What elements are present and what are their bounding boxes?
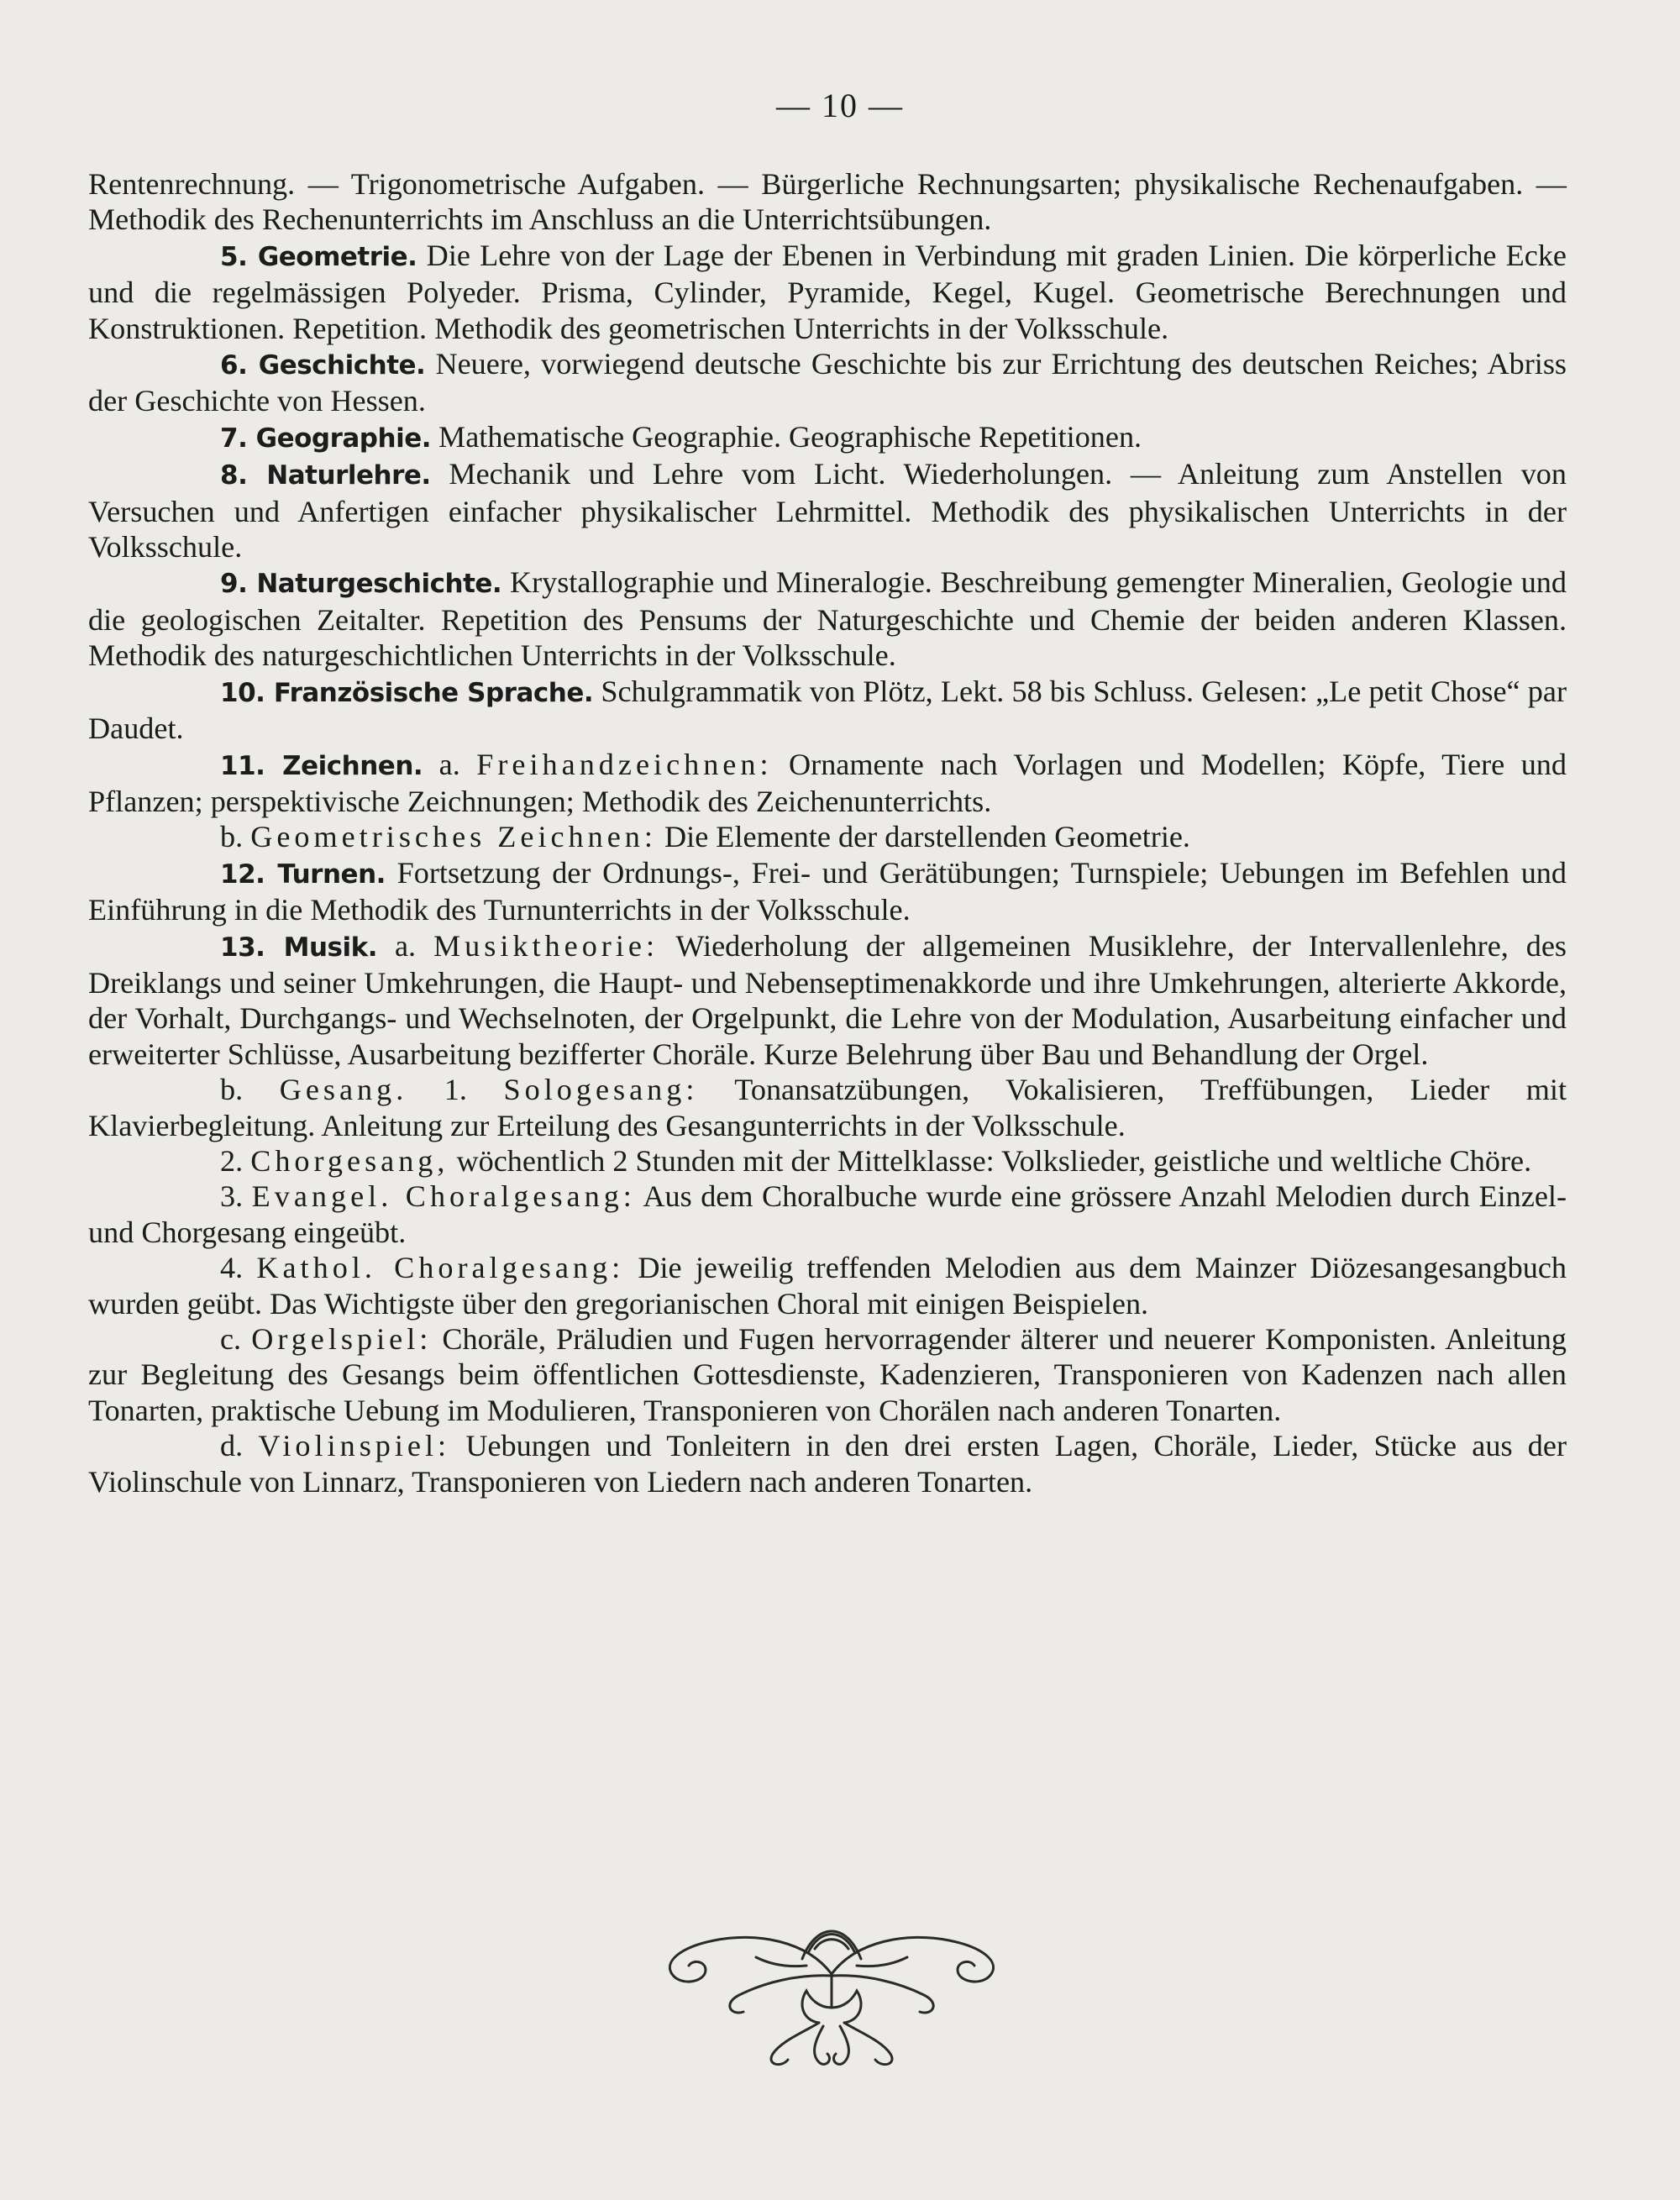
section-heading: 12. Turnen. — [220, 858, 386, 890]
subsection-marker: a. — [423, 747, 477, 781]
subsection-title: Gesang. — [279, 1073, 408, 1107]
subsection-marker: c. — [220, 1322, 252, 1356]
section-text: Die Elemente der darstellenden Geometrie. — [656, 820, 1190, 854]
section-zeichnen — [88, 747, 1567, 820]
subsection-marker: 2. — [220, 1143, 251, 1178]
section-geographie — [88, 419, 1567, 456]
subsection-marker: a. — [377, 928, 433, 963]
section-heading: 9. Naturgeschichte. — [220, 569, 502, 600]
subsection-title: Orgelspiel: — [251, 1322, 433, 1356]
subsection-marker: d. — [220, 1429, 259, 1463]
section-heading: 5. Geometrie. — [220, 241, 417, 272]
section-naturlehre — [88, 456, 1567, 564]
section-geometrie — [88, 238, 1567, 346]
subsection-marker: 1. — [407, 1073, 504, 1107]
section-text: Krystallographie und Mineralogie. Beschreibung gemengter Mineralien, Geologie und die geologischen Zeitalter. Repetition des Pensums der Naturgeschichte und Chemie der beiden anderen Klassen. Methodik des naturgeschichtlichen Unterrichts in der Volksschule. — [88, 565, 1567, 673]
subsection-marker: b. — [220, 820, 251, 854]
document-body — [88, 166, 1567, 1499]
section-text: Tonansatzübungen, Vokalisieren, Treffübungen, Lieder mit Klavierbegleitung. Anleitung zur Erteilung des Gesangunterrichts in der Volksschule. — [88, 1073, 1567, 1142]
subsection-title: Musiktheorie: — [433, 928, 659, 963]
subsection-gesang — [88, 1072, 1567, 1143]
section-text: Aus dem Choralbuche wurde eine grössere Anzahl Melodien durch Einzel- und Chorgesang eingeübt. — [88, 1179, 1567, 1249]
section-text: Uebungen und Tonleitern in den drei ersten Lagen, Choräle, Lieder, Stücke aus der Violinschule von Linnarz, Transponieren von Liedern nach anderen Tonarten. — [88, 1429, 1567, 1499]
subsection-kathol-choralgesang — [88, 1250, 1567, 1321]
subsection-title: Sologesang: — [503, 1073, 699, 1107]
subsection-title: Geometrisches Zeichnen: — [250, 820, 657, 854]
subsection-evangel-choralgesang — [88, 1179, 1567, 1250]
section-heading: 11. Zeichnen. — [220, 750, 423, 781]
subsection-title: Kathol. Choralgesang: — [256, 1251, 625, 1285]
section-text: Mathematische Geographie. Geographische Repetitionen. — [431, 419, 1142, 454]
section-franzoesische-sprache — [88, 674, 1567, 747]
section-heading: 13. Musik. — [220, 932, 377, 963]
section-heading: 7. Geographie. — [220, 423, 431, 454]
section-text: Schulgrammatik von Plötz, Lekt. 58 bis Schluss. Gelesen: „Le petit Chose“ par Daudet. — [88, 674, 1567, 746]
section-geschichte — [88, 346, 1567, 419]
section-naturgeschichte — [88, 564, 1567, 673]
section-musik — [88, 928, 1567, 1073]
scroll-ornament-icon — [655, 1924, 1008, 2071]
section-text: Die Lehre von der Lage der Ebenen in Verbindung mit graden Linien. Die körperliche Ecke und die regelmässigen Polyeder. Prisma, Cylinder, Pyramide, Kegel, Kugel. Geometrische Berechnungen und Konstruktionen. Repetition. Methodik des geometrischen Unterrichts in der Volksschule. — [88, 238, 1567, 345]
subsection-title: Violinspiel: — [258, 1429, 451, 1463]
section-text: wöchentlich 2 Stunden mit der Mittelklasse: Volkslieder, geistliche und weltliche Chöre. — [449, 1143, 1532, 1178]
section-text: Choräle, Präludien und Fugen hervorragender älterer und neuerer Komponisten. Anleitung zur Begleitung des Gesangs beim öffentlichen Gottesdienste, Kadenzieren, Transponieren von Kadenzen nach allen Tonarten, praktische Uebung im Modulieren, Transponieren von Chorälen nach anderen Tonarten. — [88, 1322, 1567, 1427]
subsection-marker: 3. — [220, 1179, 252, 1214]
subsection-orgelspiel — [88, 1321, 1567, 1428]
section-text: Neuere, vorwiegend deutsche Geschichte bis zur Errichtung des deutschen Reiches; Abriss der Geschichte von Hessen. — [88, 347, 1567, 418]
subsection-marker: b. — [220, 1073, 280, 1107]
subsection-violinspiel — [88, 1428, 1567, 1499]
subsection-title: Freihandzeichnen: — [476, 747, 773, 781]
section-text: Ornamente nach Vorlagen und Modellen; Köpfe, Tiere und Pflanzen; perspektivische Zeichnungen; Methodik des Zeichenunterrichts. — [88, 747, 1567, 818]
section-turnen — [88, 855, 1567, 928]
section-text: Wiederholung der allgemeinen Musiklehre, der Intervallenlehre, des Dreiklangs und seiner Umkehrungen, die Haupt- und Nebenseptimenakkorde und ihre Umkehrungen, alterierte Akkorde, der Vorhalt, Durchgangs- und Wechselnoten, der Orgelpunkt, die Lehre von der Modulation, Ausarbeitung einfacher und erweiterter Schlüsse, Ausarbeitung bezifferter Choräle. Kurze Belehrung über Bau und Behandlung der Orgel. — [88, 928, 1567, 1071]
section-heading: 10. Französische Sprache. — [220, 677, 594, 708]
section-text: Die jeweilig treffenden Melodien aus dem Mainzer Diözesangesangbuch wurden geübt. Das Wichtigste über den gregorianischen Choral mit einigen Beispielen. — [88, 1251, 1567, 1321]
subsection-geometrisches-zeichnen — [88, 819, 1567, 854]
section-text: Fortsetzung der Ordnungs-, Frei- und Gerätübungen; Turnspiele; Uebungen im Befehlen und Einführung in die Methodik des Turnunterrichts in der Volksschule. — [88, 855, 1567, 927]
subsection-marker: 4. — [220, 1251, 257, 1285]
section-heading: 6. Geschichte. — [220, 350, 426, 381]
page-number: — 10 — — [776, 87, 904, 124]
paragraph-arithmetic-continued — [88, 166, 1567, 238]
subsection-title: Evangel. Choralgesang: — [251, 1179, 636, 1214]
paragraph-text: Rentenrechnung. — Trigonometrische Aufgaben. — Bürgerliche Rechnungsarten; physikalische Rechenaufgaben. — Methodik des Rechenunterrichts im Anschluss an die Unterrichtsübungen. — [88, 167, 1567, 237]
subsection-chorgesang — [88, 1143, 1567, 1179]
section-text: Mechanik und Lehre vom Licht. Wiederholungen. — Anleitung zum Anstellen von Versuchen und Anfertigen einfacher physikalischer Lehrmittel. Methodik des physikalischen Unterrichts in der Volksschule. — [88, 457, 1567, 564]
subsection-title: Chorgesang, — [250, 1143, 449, 1178]
section-heading: 8. Naturlehre. — [220, 460, 431, 491]
